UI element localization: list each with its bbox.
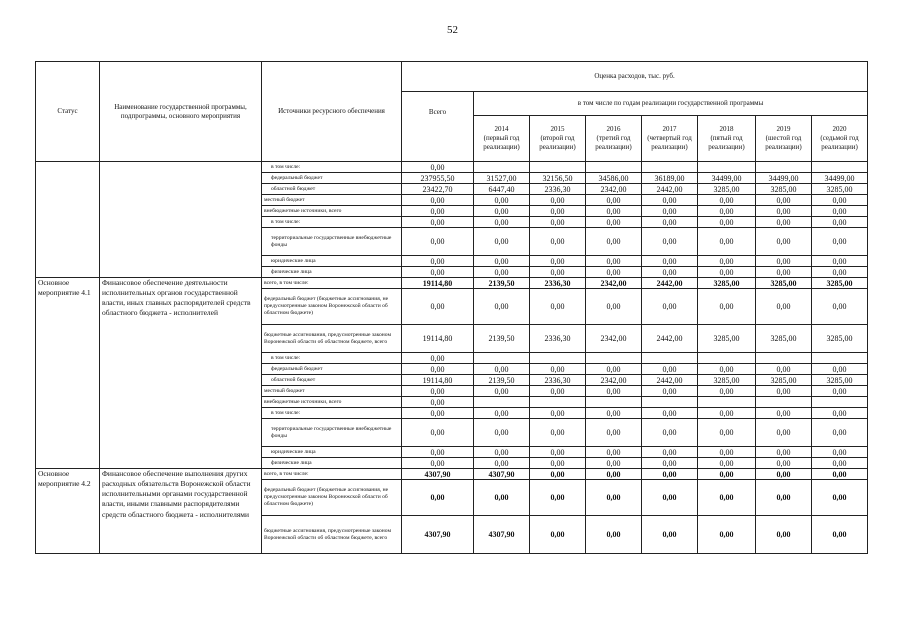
total-value-cell: 19114,80 xyxy=(402,375,474,386)
year-value-cell: 3285,00 xyxy=(698,184,756,195)
year-value-cell: 0,00 xyxy=(586,408,642,419)
header-sources: Источники ресурсного обеспечения xyxy=(262,62,402,162)
source-cell: физические лица xyxy=(262,458,402,469)
year-value-cell: 0,00 xyxy=(812,206,868,217)
year-value-cell: 2336,30 xyxy=(530,184,586,195)
status-cell: Основное мероприятие 4.2 xyxy=(36,469,100,554)
total-value-cell: 0,00 xyxy=(402,206,474,217)
year-value-cell: 3285,00 xyxy=(812,184,868,195)
year-value-cell: 0,00 xyxy=(642,364,698,375)
year-value-cell: 0,00 xyxy=(530,386,586,397)
year-value-cell: 0,00 xyxy=(698,267,756,278)
year-value-cell: 0,00 xyxy=(642,386,698,397)
year-value-cell: 0,00 xyxy=(812,289,868,325)
source-cell: территориальные государственные внебюджетные фонды xyxy=(262,228,402,256)
year-value-cell xyxy=(474,353,530,364)
header-total: Всего xyxy=(402,92,474,162)
header-year-2018 xyxy=(698,116,756,162)
year-label: 2018 xyxy=(719,125,734,134)
year-note: (шестой год реализации) xyxy=(765,134,802,151)
year-value-cell: 0,00 xyxy=(756,408,812,419)
header-year-2016 xyxy=(586,116,642,162)
header-year-2015 xyxy=(530,116,586,162)
total-value-cell: 0,00 xyxy=(402,353,474,364)
year-value-cell: 0,00 xyxy=(756,364,812,375)
year-value-cell: 0,00 xyxy=(756,386,812,397)
total-value-cell: 0,00 xyxy=(402,256,474,267)
year-value-cell: 0,00 xyxy=(642,419,698,447)
source-cell: всего, в том числе: xyxy=(262,469,402,480)
year-value-cell: 0,00 xyxy=(586,419,642,447)
year-value-cell: 3285,00 xyxy=(698,278,756,289)
year-value-cell: 0,00 xyxy=(474,364,530,375)
year-value-cell: 0,00 xyxy=(642,480,698,516)
year-value-cell: 0,00 xyxy=(586,195,642,206)
year-note: (третий год реализации) xyxy=(595,134,632,151)
year-value-cell: 0,00 xyxy=(756,195,812,206)
year-value-cell: 2442,00 xyxy=(642,375,698,386)
year-value-cell: 0,00 xyxy=(812,419,868,447)
year-value-cell: 0,00 xyxy=(530,195,586,206)
year-value-cell: 0,00 xyxy=(698,408,756,419)
expense-table xyxy=(35,61,868,554)
year-value-cell xyxy=(586,353,642,364)
source-cell: федеральный бюджет (бюджетные ассигнования, не предусмотренные законом Воронежской области об областном бюджете) xyxy=(262,289,402,325)
year-value-cell: 3285,00 xyxy=(756,278,812,289)
source-cell: местный бюджет xyxy=(262,386,402,397)
year-value-cell: 2342,00 xyxy=(586,184,642,195)
total-value-cell: 0,00 xyxy=(402,217,474,228)
year-value-cell xyxy=(756,397,812,408)
year-value-cell: 0,00 xyxy=(812,469,868,480)
year-value-cell xyxy=(698,397,756,408)
year-value-cell: 2442,00 xyxy=(642,184,698,195)
year-value-cell: 0,00 xyxy=(530,217,586,228)
source-cell: федеральный бюджет xyxy=(262,173,402,184)
year-value-cell: 6447,40 xyxy=(474,184,530,195)
year-note: (первый год реализации) xyxy=(483,134,520,151)
year-value-cell: 2342,00 xyxy=(586,278,642,289)
source-cell: федеральный бюджет xyxy=(262,364,402,375)
year-note: (четвертый год реализации) xyxy=(647,134,692,151)
year-value-cell: 31527,00 xyxy=(474,173,530,184)
year-value-cell: 0,00 xyxy=(756,516,812,554)
year-value-cell xyxy=(756,353,812,364)
year-value-cell: 2139,50 xyxy=(474,375,530,386)
page-number: 52 xyxy=(447,24,458,36)
year-note: (седьмой год реализации) xyxy=(820,134,859,151)
year-value-cell: 2336,30 xyxy=(530,278,586,289)
year-value-cell: 0,00 xyxy=(756,289,812,325)
year-value-cell xyxy=(586,397,642,408)
year-value-cell: 0,00 xyxy=(586,480,642,516)
year-value-cell: 0,00 xyxy=(474,267,530,278)
year-value-cell: 0,00 xyxy=(698,516,756,554)
year-value-cell xyxy=(698,353,756,364)
year-value-cell: 0,00 xyxy=(698,195,756,206)
source-cell: юридические лица xyxy=(262,256,402,267)
year-value-cell: 0,00 xyxy=(474,408,530,419)
year-value-cell: 0,00 xyxy=(586,516,642,554)
source-cell: в том числе: xyxy=(262,217,402,228)
year-label: 2015 xyxy=(550,125,565,134)
year-value-cell: 0,00 xyxy=(756,206,812,217)
year-value-cell: 0,00 xyxy=(530,206,586,217)
total-value-cell: 19114,80 xyxy=(402,325,474,353)
total-value-cell: 0,00 xyxy=(402,228,474,256)
year-value-cell: 0,00 xyxy=(586,267,642,278)
year-value-cell: 4307,90 xyxy=(474,516,530,554)
source-cell: в том числе: xyxy=(262,353,402,364)
year-value-cell: 0,00 xyxy=(698,419,756,447)
year-value-cell: 36189,00 xyxy=(642,173,698,184)
year-value-cell: 0,00 xyxy=(812,480,868,516)
year-value-cell: 0,00 xyxy=(812,386,868,397)
year-value-cell: 0,00 xyxy=(642,228,698,256)
year-value-cell: 0,00 xyxy=(756,469,812,480)
year-value-cell xyxy=(642,353,698,364)
year-value-cell: 0,00 xyxy=(474,447,530,458)
header-by-years: в том числе по годам реализации государственной программы xyxy=(474,92,868,116)
year-value-cell xyxy=(698,162,756,173)
total-value-cell: 237955,50 xyxy=(402,173,474,184)
source-cell: территориальные государственные внебюджетные фонды xyxy=(262,419,402,447)
year-value-cell: 0,00 xyxy=(812,228,868,256)
year-value-cell: 0,00 xyxy=(698,256,756,267)
total-value-cell: 0,00 xyxy=(402,162,474,173)
year-value-cell: 3285,00 xyxy=(698,375,756,386)
year-value-cell: 0,00 xyxy=(530,458,586,469)
year-value-cell: 0,00 xyxy=(642,289,698,325)
year-value-cell: 0,00 xyxy=(756,228,812,256)
total-value-cell: 19114,80 xyxy=(402,278,474,289)
program-name-cell: Финансовое обеспечение деятельности исполнительных органов государственной власти, иных главных распорядителей средств областного бюджета - исполнителей xyxy=(100,278,262,469)
header-estimate: Оценка расходов, тыс. руб. xyxy=(402,62,868,92)
total-value-cell: 0,00 xyxy=(402,195,474,206)
header-year-2014 xyxy=(474,116,530,162)
year-value-cell: 3285,00 xyxy=(756,375,812,386)
year-value-cell: 0,00 xyxy=(530,480,586,516)
year-value-cell: 2336,30 xyxy=(530,375,586,386)
year-value-cell: 0,00 xyxy=(474,217,530,228)
year-value-cell: 4307,90 xyxy=(474,469,530,480)
year-value-cell xyxy=(530,353,586,364)
year-value-cell: 0,00 xyxy=(474,480,530,516)
status-cell xyxy=(36,162,100,278)
year-label: 2017 xyxy=(662,125,677,134)
total-value-cell: 0,00 xyxy=(402,397,474,408)
source-cell: бюджетные ассигнования, предусмотренные законом Воронежской области об областном бюджете, всего xyxy=(262,325,402,353)
year-value-cell: 3285,00 xyxy=(756,325,812,353)
year-value-cell: 2139,50 xyxy=(474,278,530,289)
year-value-cell: 0,00 xyxy=(756,458,812,469)
year-value-cell: 0,00 xyxy=(586,289,642,325)
year-label: 2016 xyxy=(606,125,621,134)
year-value-cell: 0,00 xyxy=(474,256,530,267)
year-value-cell: 0,00 xyxy=(586,364,642,375)
source-cell: внебюджетные источники, всего xyxy=(262,397,402,408)
year-value-cell xyxy=(756,162,812,173)
year-value-cell: 0,00 xyxy=(642,469,698,480)
year-value-cell: 34499,00 xyxy=(812,173,868,184)
year-value-cell: 0,00 xyxy=(812,217,868,228)
year-value-cell: 0,00 xyxy=(530,408,586,419)
year-value-cell: 3285,00 xyxy=(756,184,812,195)
year-value-cell: 0,00 xyxy=(474,458,530,469)
year-value-cell: 0,00 xyxy=(586,256,642,267)
year-value-cell: 0,00 xyxy=(812,364,868,375)
year-value-cell xyxy=(530,162,586,173)
year-value-cell: 0,00 xyxy=(530,469,586,480)
table-row xyxy=(36,469,868,480)
year-value-cell: 0,00 xyxy=(586,217,642,228)
year-value-cell: 0,00 xyxy=(586,447,642,458)
year-value-cell xyxy=(586,162,642,173)
year-value-cell xyxy=(642,397,698,408)
year-value-cell: 0,00 xyxy=(698,447,756,458)
year-label: 2020 xyxy=(832,125,847,134)
year-value-cell: 0,00 xyxy=(812,267,868,278)
year-value-cell: 0,00 xyxy=(586,206,642,217)
year-value-cell: 0,00 xyxy=(698,469,756,480)
source-cell: в том числе: xyxy=(262,162,402,173)
total-value-cell: 0,00 xyxy=(402,267,474,278)
year-value-cell: 0,00 xyxy=(474,386,530,397)
year-value-cell: 0,00 xyxy=(642,458,698,469)
year-value-cell: 34499,00 xyxy=(698,173,756,184)
total-value-cell: 0,00 xyxy=(402,480,474,516)
year-value-cell: 0,00 xyxy=(530,228,586,256)
header-name: Наименование государственной программы, подпрограммы, основного мероприятия xyxy=(100,62,262,162)
year-value-cell: 2336,30 xyxy=(530,325,586,353)
year-value-cell: 0,00 xyxy=(812,458,868,469)
year-value-cell: 0,00 xyxy=(642,516,698,554)
program-name-cell xyxy=(100,162,262,278)
year-label: 2019 xyxy=(776,125,791,134)
year-value-cell: 0,00 xyxy=(756,267,812,278)
year-note: (пятый год реализации) xyxy=(708,134,745,151)
year-value-cell: 0,00 xyxy=(642,408,698,419)
year-value-cell: 0,00 xyxy=(812,408,868,419)
program-name-cell: Финансовое обеспечение выполнения других расходных обязательств Воронежской области исполнительными органами государственной власти, иными главными распорядителями средств областного бюджета - исполнителями xyxy=(100,469,262,554)
year-value-cell: 0,00 xyxy=(530,447,586,458)
year-value-cell: 0,00 xyxy=(642,206,698,217)
year-value-cell: 0,00 xyxy=(474,289,530,325)
header-year-2019 xyxy=(756,116,812,162)
year-value-cell: 0,00 xyxy=(642,217,698,228)
total-value-cell: 0,00 xyxy=(402,408,474,419)
source-cell: областной бюджет xyxy=(262,375,402,386)
year-value-cell: 0,00 xyxy=(530,289,586,325)
year-value-cell: 2342,00 xyxy=(586,375,642,386)
year-value-cell: 0,00 xyxy=(530,267,586,278)
year-value-cell: 0,00 xyxy=(698,206,756,217)
year-value-cell: 0,00 xyxy=(530,419,586,447)
year-value-cell xyxy=(474,162,530,173)
total-value-cell: 4307,90 xyxy=(402,469,474,480)
year-value-cell xyxy=(812,162,868,173)
year-value-cell: 0,00 xyxy=(586,469,642,480)
year-value-cell: 0,00 xyxy=(756,480,812,516)
total-value-cell: 23422,70 xyxy=(402,184,474,195)
year-value-cell: 0,00 xyxy=(530,256,586,267)
source-cell: местный бюджет xyxy=(262,195,402,206)
year-value-cell: 0,00 xyxy=(698,289,756,325)
source-cell: областной бюджет xyxy=(262,184,402,195)
table-row xyxy=(36,278,868,289)
year-value-cell xyxy=(812,353,868,364)
year-value-cell: 2139,50 xyxy=(474,325,530,353)
year-value-cell: 0,00 xyxy=(812,447,868,458)
year-value-cell: 34499,00 xyxy=(756,173,812,184)
year-value-cell: 0,00 xyxy=(530,516,586,554)
year-value-cell: 0,00 xyxy=(474,195,530,206)
year-value-cell: 0,00 xyxy=(530,364,586,375)
year-value-cell: 0,00 xyxy=(698,228,756,256)
year-value-cell: 32156,50 xyxy=(530,173,586,184)
header-year-2020 xyxy=(812,116,868,162)
year-value-cell: 0,00 xyxy=(756,419,812,447)
year-value-cell: 0,00 xyxy=(642,195,698,206)
total-value-cell: 0,00 xyxy=(402,289,474,325)
year-value-cell: 0,00 xyxy=(586,458,642,469)
total-value-cell: 0,00 xyxy=(402,419,474,447)
source-cell: внебюджетные источники, всего xyxy=(262,206,402,217)
year-value-cell: 0,00 xyxy=(586,386,642,397)
year-value-cell: 3285,00 xyxy=(812,278,868,289)
year-value-cell: 0,00 xyxy=(642,447,698,458)
total-value-cell: 4307,90 xyxy=(402,516,474,554)
year-value-cell: 0,00 xyxy=(698,217,756,228)
year-value-cell: 2342,00 xyxy=(586,325,642,353)
year-value-cell: 0,00 xyxy=(474,419,530,447)
year-value-cell xyxy=(642,162,698,173)
year-value-cell: 0,00 xyxy=(698,480,756,516)
year-value-cell: 0,00 xyxy=(642,256,698,267)
year-value-cell: 0,00 xyxy=(812,516,868,554)
year-note: (второй год реализации) xyxy=(539,134,576,151)
source-cell: всего, в том числе: xyxy=(262,278,402,289)
year-value-cell xyxy=(812,397,868,408)
total-value-cell: 0,00 xyxy=(402,458,474,469)
year-value-cell: 3285,00 xyxy=(812,325,868,353)
year-value-cell: 0,00 xyxy=(586,228,642,256)
year-value-cell: 0,00 xyxy=(756,217,812,228)
source-cell: юридические лица xyxy=(262,447,402,458)
total-value-cell: 0,00 xyxy=(402,364,474,375)
year-value-cell: 0,00 xyxy=(756,447,812,458)
source-cell: физические лица xyxy=(262,267,402,278)
year-value-cell: 2442,00 xyxy=(642,325,698,353)
year-value-cell: 0,00 xyxy=(812,195,868,206)
status-cell: Основное мероприятие 4.1 xyxy=(36,278,100,469)
source-cell: в том числе: xyxy=(262,408,402,419)
header-status: Статус xyxy=(36,62,100,162)
year-value-cell: 2442,00 xyxy=(642,278,698,289)
year-value-cell: 0,00 xyxy=(698,458,756,469)
source-cell: федеральный бюджет (бюджетные ассигнования, не предусмотренные законом Воронежской области об областном бюджете) xyxy=(262,480,402,516)
table-row xyxy=(36,162,868,173)
total-value-cell: 0,00 xyxy=(402,386,474,397)
total-value-cell: 0,00 xyxy=(402,447,474,458)
year-value-cell: 0,00 xyxy=(474,228,530,256)
header-year-2017 xyxy=(642,116,698,162)
year-value-cell: 0,00 xyxy=(698,386,756,397)
year-value-cell: 0,00 xyxy=(756,256,812,267)
year-value-cell: 0,00 xyxy=(698,364,756,375)
year-label: 2014 xyxy=(494,125,509,134)
year-value-cell: 34586,00 xyxy=(586,173,642,184)
year-value-cell xyxy=(474,397,530,408)
year-value-cell xyxy=(530,397,586,408)
year-value-cell: 0,00 xyxy=(812,256,868,267)
source-cell: бюджетные ассигнования, предусмотренные законом Воронежской области об областном бюджете, всего xyxy=(262,516,402,554)
year-value-cell: 0,00 xyxy=(474,206,530,217)
year-value-cell: 3285,00 xyxy=(812,375,868,386)
year-value-cell: 3285,00 xyxy=(698,325,756,353)
year-value-cell: 0,00 xyxy=(642,267,698,278)
